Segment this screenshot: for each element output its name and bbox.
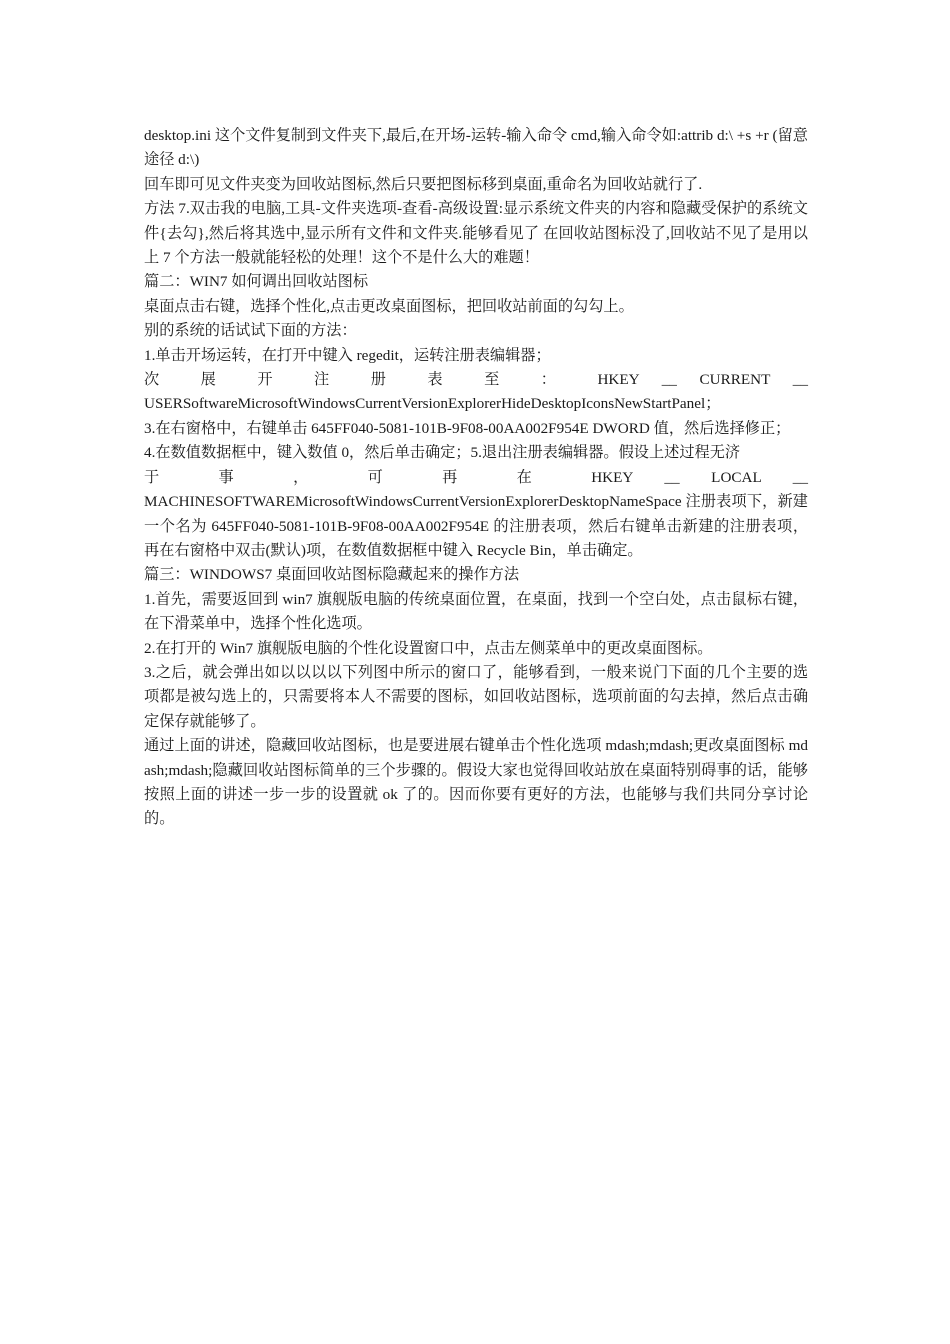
paragraph-1: desktop.ini 这个文件复制到文件夹下,最后,在开场-运转-输入命令 cmd,输入命令如:attrib d:\ +s +r (留意途径 d:\) <box>144 127 808 169</box>
paragraph-11: 4.在数值数据框中，键入数值 0，然后单击确定；5.退出注册表编辑器。假设上述过程无济 <box>144 444 741 462</box>
document-body <box>144 124 808 832</box>
registry-path-2: MACHINESOFTWAREMicrosoftWindowsCurrentVersionExplorerDesktopNameSpace 注册表项下，新建一个名为 645FF040-5081-101B-9F08-00AA002F954E 的注册表项，然后右键单击新建的注册表项，再在右窗格中双击(默认)项，在数值数据框中键入 Recycle Bin，单击确定。 <box>144 493 808 559</box>
paragraph-7: 1.单击开场运转，在打开中键入 regedit，运转注册表编辑器； <box>144 346 551 364</box>
paragraph-18: 通过上面的讲述，隐藏回收站图标，也是要进展右键单击个性化选项 mdash;mdash;更改桌面图标 mdash;mdash;隐藏回收站图标简单的三个步骤的。假设大家也觉得回收站放在桌面特别碍事的话，能够按照上面的讲述一步一步的设置就 ok 了的。因而你要有更好的方法，也能够与我们共同分享讨论的。 <box>144 737 808 828</box>
paragraph-6: 别的系统的话试试下面的方法： <box>144 322 357 340</box>
paragraph-10: 3.在右窗格中，右键单击 645FF040-5081-101B-9F08-00AA002F954E DWORD 值，然后选择修正； <box>144 419 791 437</box>
section-heading-2: 篇二：WIN7 如何调出回收站图标 <box>144 273 369 291</box>
paragraph-17: 3.之后，就会弹出如以以以以下列图中所示的窗口了，能够看到，一般来说门下面的几个主要的选项都是被勾选上的，只需要将本人不需要的图标，如回收站图标，选项前面的勾去掉，然后点击确定保存就能够了。 <box>144 663 808 730</box>
paragraph-2: 回车即可见文件夹变为回收站图标,然后只要把图标移到桌面,重命名为回收站就行了. <box>144 175 703 193</box>
paragraph-15: 1.首先，需要返回到 win7 旗舰版电脑的传统桌面位置，在桌面，找到一个空白处，点击鼠标右键，在下滑菜单中，选择个性化选项。 <box>144 590 808 633</box>
registry-path-1: USERSoftwareMicrosoftWindowsCurrentVersionExplorerHideDesktopIconsNewStartPanel； <box>144 395 721 413</box>
paragraph-3: 方法 7.双击我的电脑,工具-文件夹选项-查看-高级设置:显示系统文件夹的内容和隐藏受保护的系统文件{去勾},然后将其选中,显示所有文件和文件夹.能够看见了 在回收站图标没了,回收站不见了是用以上 7 个方法一般就能轻松的处理！这个不是什么大的难题！ <box>144 200 808 267</box>
paragraph-5: 桌面点击右键，选择个性化,点击更改桌面图标，把回收站前面的勾勾上。 <box>144 297 634 315</box>
paragraph-8: 次 展 开 注 册 表 至 ： HKEY __ CURRENT __ <box>144 371 808 389</box>
paragraph-12: 于 事 ， 可 再 在 HKEY __ LOCAL __ <box>144 468 808 486</box>
paragraph-16: 2.在打开的 Win7 旗舰版电脑的个性化设置窗口中，点击左侧菜单中的更改桌面图标。 <box>144 639 713 657</box>
section-heading-3: 篇三：WINDOWS7 桌面回收站图标隐藏起来的操作方法 <box>144 566 520 584</box>
